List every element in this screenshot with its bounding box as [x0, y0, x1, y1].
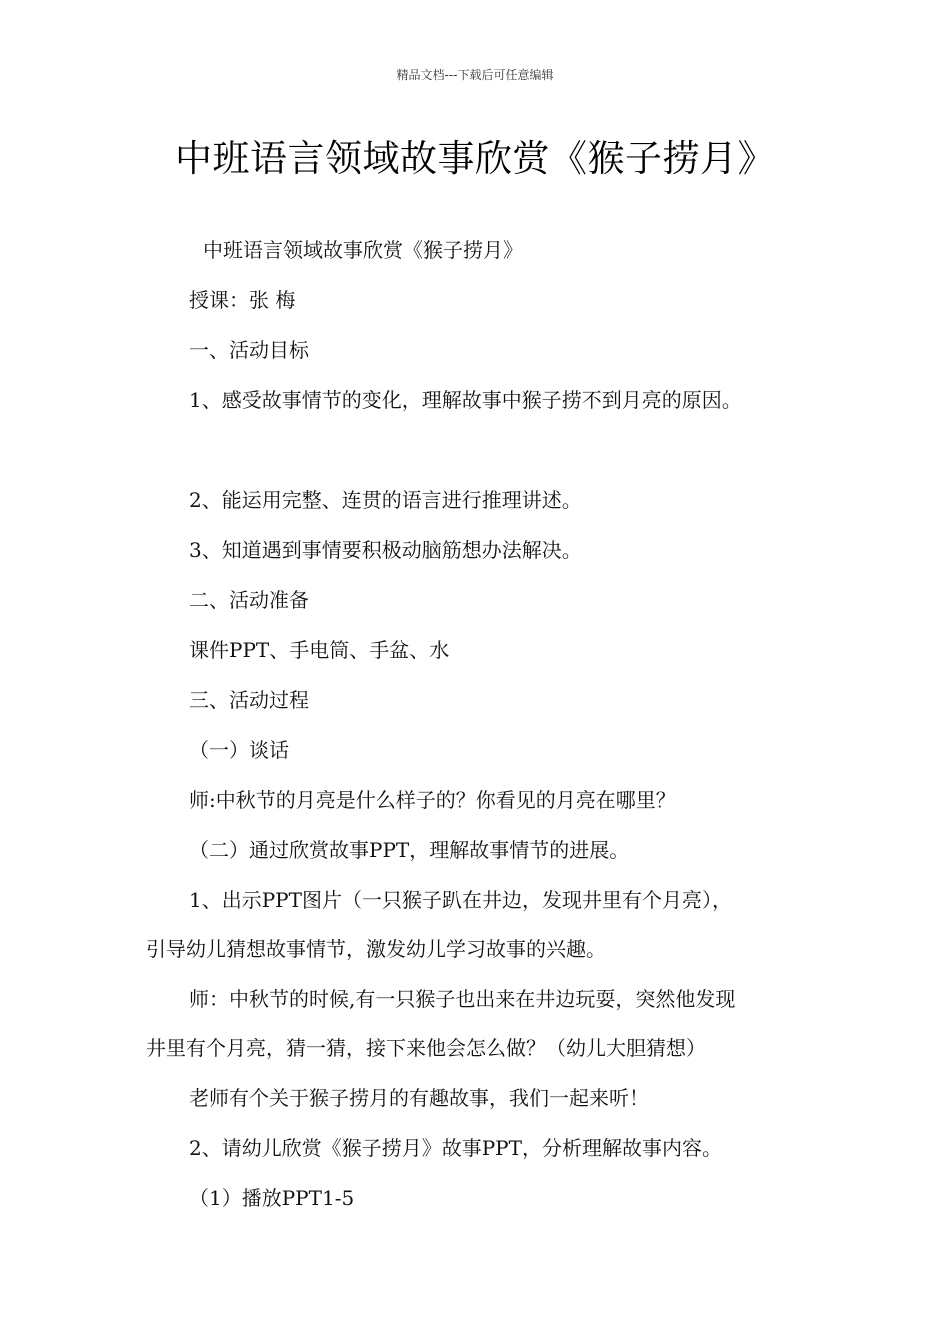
section-heading-process: 三、活动过程: [189, 688, 309, 712]
goal-item-3: 3、知道遇到事情要积极动脑筋想办法解决。: [189, 538, 582, 562]
preparation-materials: 课件PPT、手电筒、手盆、水: [189, 638, 450, 662]
teacher-line: 授课：张 梅: [189, 288, 296, 312]
step-1-line-1: 1、出示PPT图片（一只猴子趴在井边，发现井里有个月亮），: [189, 888, 732, 912]
section-heading-preparation: 二、活动准备: [189, 588, 309, 612]
teacher-speech-line-1: 师：中秋节的时候,有一只猴子也出来在井边玩耍，突然他发现: [189, 987, 736, 1011]
subsection-story: （二）通过欣赏故事PPT，理解故事情节的进展。: [189, 838, 630, 862]
teacher-speech-line-3: 老师有个关于猴子捞月的有趣故事，我们一起来听！: [189, 1086, 649, 1110]
section-heading-goals: 一、活动目标: [189, 338, 309, 362]
step-2-line: 2、请幼儿欣赏《猴子捞月》故事PPT，分析理解故事内容。: [189, 1136, 722, 1160]
teacher-speech-line-2: 井里有个月亮，猜一猜，接下来他会怎么做？（幼儿大胆猜想）: [146, 1036, 706, 1060]
subtitle-line: 中班语言领域故事欣赏《猴子捞月》: [203, 238, 523, 262]
document-title: 中班语言领域故事欣赏《猴子捞月》: [175, 137, 775, 180]
goal-item-1: 1、感受故事情节的变化，理解故事中猴子捞不到月亮的原因。: [189, 388, 742, 412]
step-1-line-2: 引导幼儿猜想故事情节，激发幼儿学习故事的兴趣。: [146, 937, 606, 961]
goal-item-2: 2、能运用完整、连贯的语言进行推理讲述。: [189, 488, 582, 512]
subsection-talk: （一）谈话: [189, 738, 289, 762]
step-2-sub-1: （1）播放PPT1-5: [189, 1186, 355, 1210]
teacher-question-1: 师:中秋节的月亮是什么样子的？你看见的月亮在哪里？: [189, 788, 676, 812]
header-note: 精品文档---下载后可任意编辑: [396, 68, 554, 82]
